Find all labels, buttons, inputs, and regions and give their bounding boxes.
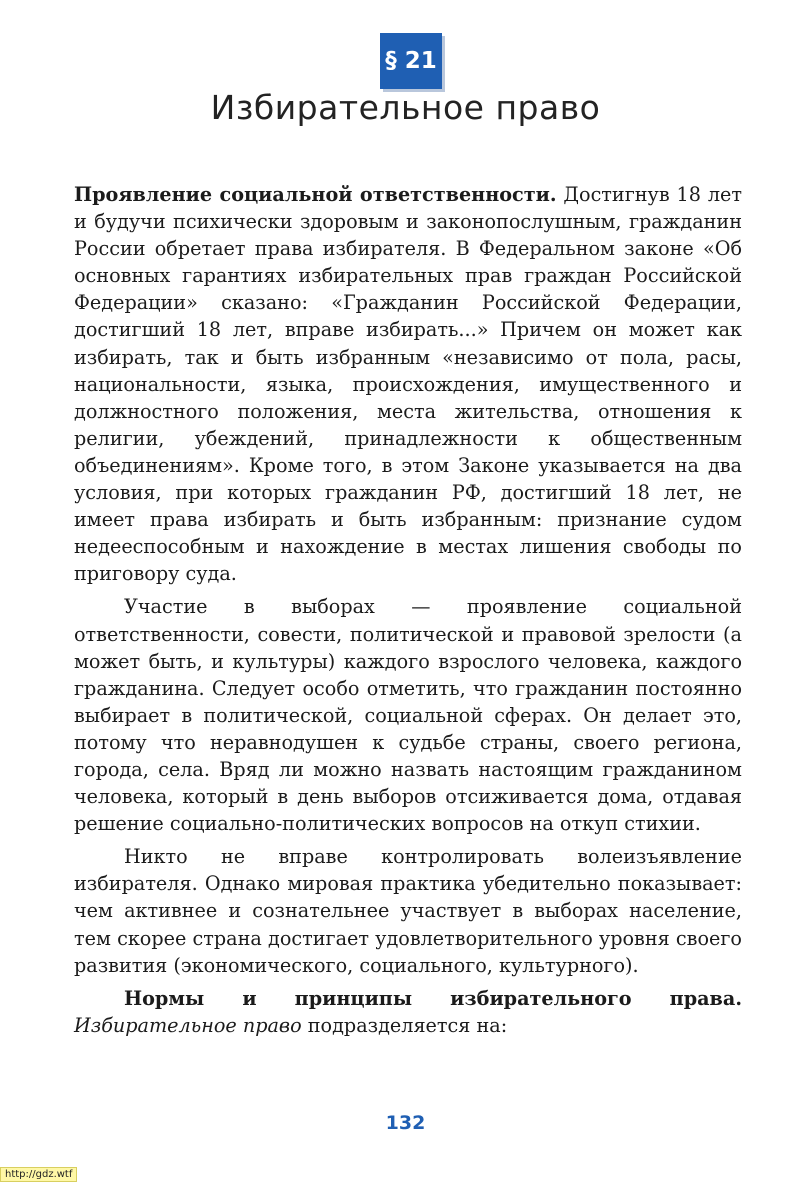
paragraph-lead-heading: Проявление социальной ответственности. [74, 183, 557, 206]
paragraph-participation: Участие в выборах — проявление социальной ответственности, совести, политической и правовой зрелости (а может быть, и культуры) каждого взрослого человека, каждого гражданина. Следует особо отметить, что гражданин постоянно выбирает в политической, социальной сферах. Он делает это, потому что неравнодушен к судьбе страны, своего региона, города, села. Вряд ли можно назвать настоящим гражданином человека, который в день выборов отсиживается дома, отдавая решение социально-политических вопросов на откуп стихии. [74, 595, 742, 836]
page-number: 132 [385, 1112, 426, 1134]
article-body [74, 181, 742, 1045]
paragraph-text: подразделяется на: [301, 1013, 508, 1037]
term-italic: Избирательное право [74, 1013, 302, 1037]
page-title: Избирательное право [210, 88, 601, 127]
watermark-link[interactable]: http://gdz.wtf [0, 1167, 77, 1182]
paragraph-voter-will: Никто не вправе контролировать волеизъявление избирателя. Однако мировая практика убедительно показывает: чем активнее и сознательнее участвует в выборах население, тем скорее страна достигает удовлетворительного уровня своего развития (экономического, социального, культурного). [74, 845, 742, 977]
paragraph-lead-heading: Нормы и принципы избирательного права. [124, 986, 742, 1010]
section-number-badge: § 21 [380, 33, 442, 89]
paragraph-norms-principles [74, 985, 742, 1039]
paragraph-social-responsibility [74, 181, 742, 587]
paragraph-text: Достигнув 18 лет и будучи психически здоровым и законопослушным, гражданин России обретает права избирателя. В Федеральном законе «Об основных гарантиях избирательных прав граждан Российской Федерации» сказано: «Гражданин Российской Федерации, достигший 18 лет, вправе избирать...» Причем он может как избирать, так и быть избранным «независимо от пола, расы, национальности, языка, происхождения, имущественного и должностного положения, места жительства, отношения к религии, убеждений, принадлежности к общественным объединениям». Кроме того, в этом Законе указывается на два условия, при которых гражданин РФ, достигший 18 лет, не имеет права избирать и быть избранным: признание судом недееспособным и нахождение в местах лишения свободы по приговору суда. [74, 183, 742, 586]
